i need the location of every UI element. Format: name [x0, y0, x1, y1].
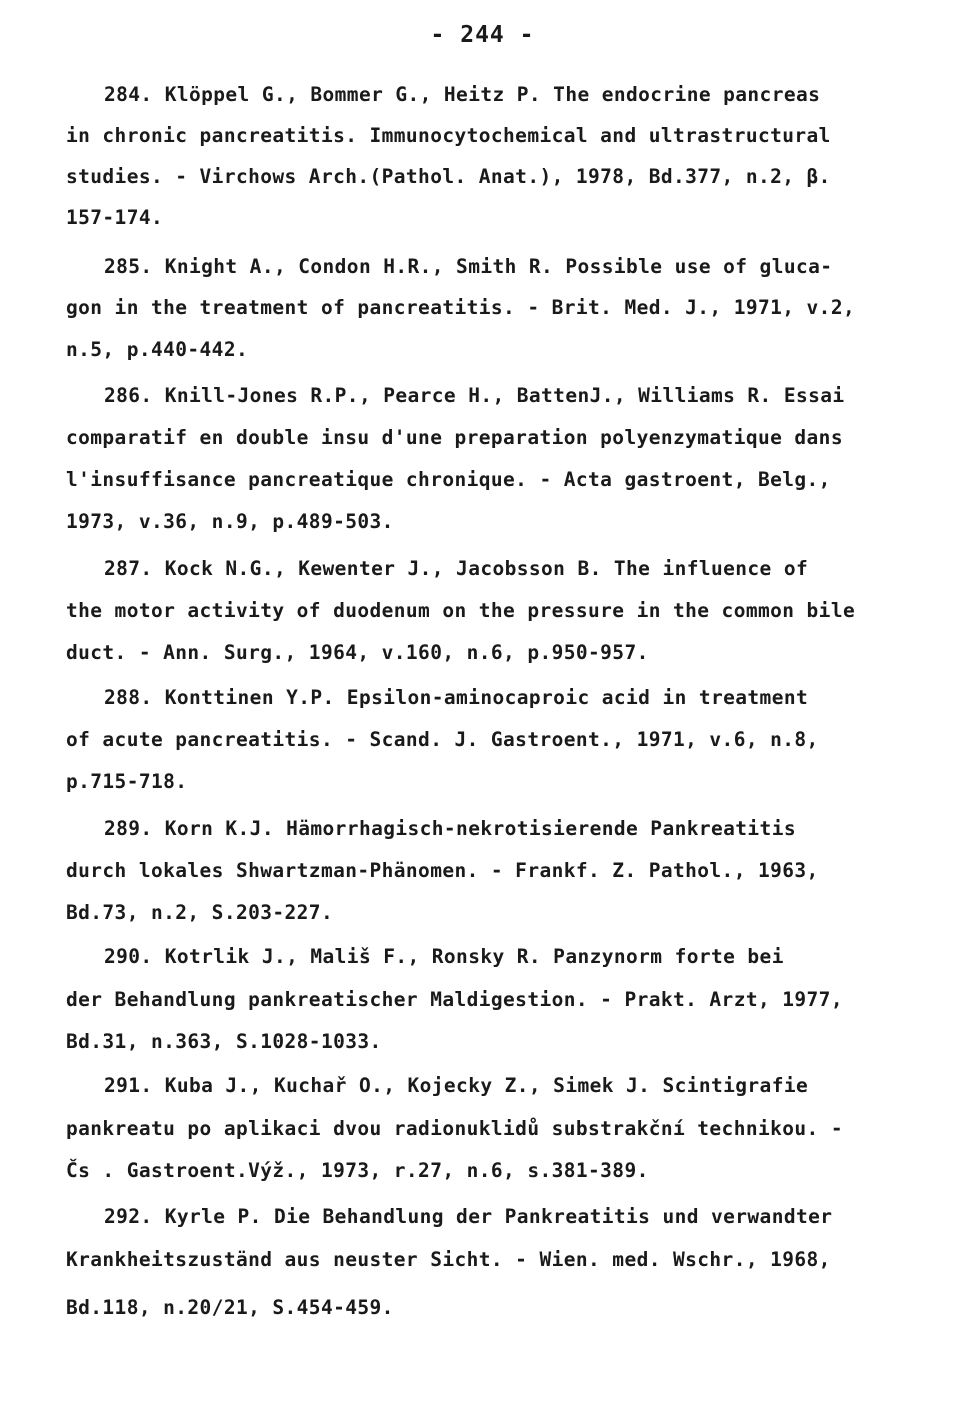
reference-290-line-1: 290. Kotrlik J., Mališ F., Ronsky R. Panzynorm forte bei [104, 945, 784, 968]
reference-289-line-3: Bd.73, n.2, S.203-227. [66, 901, 334, 924]
reference-292-line-1: 292. Kyrle P. Die Behandlung der Pankreatitis und verwandter [104, 1205, 833, 1228]
reference-289-line-1: 289. Korn K.J. Hämorrhagisch-nekrotisierende Pankreatitis [104, 817, 796, 840]
reference-286-line-1: 286. Knill-Jones R.P., Pearce H., BattenJ., Williams R. Essai [104, 384, 845, 407]
page-number: - 244 - [430, 22, 535, 48]
reference-287-line-2: the motor activity of duodenum on the pressure in the common bile [66, 599, 856, 622]
reference-288-line-3: p.715-718. [66, 770, 188, 793]
reference-286-line-3: l'insuffisance pancreatique chronique. - Acta gastroent, Belg., [66, 468, 831, 491]
reference-290-line-3: Bd.31, n.363, S.1028-1033. [66, 1030, 382, 1053]
reference-288-line-2: of acute pancreatitis. - Scand. J. Gastroent., 1971, v.6, n.8, [66, 728, 819, 751]
reference-285-line-2: gon in the treatment of pancreatitis. - Brit. Med. J., 1971, v.2, [66, 296, 856, 319]
reference-287-line-3: duct. - Ann. Surg., 1964, v.160, n.6, p.950-957. [66, 641, 649, 664]
reference-287-line-1: 287. Kock N.G., Kewenter J., Jacobsson B. The influence of [104, 557, 809, 580]
reference-292-line-2: Krankheitszuständ aus neuster Sicht. - Wien. med. Wschr., 1968, [66, 1248, 831, 1271]
reference-284-line-1: 284. Klöppel G., Bommer G., Heitz P. The endocrine pancreas [104, 83, 821, 106]
reference-290-line-2: der Behandlung pankreatischer Maldigestion. - Prakt. Arzt, 1977, [66, 988, 843, 1011]
reference-286-line-4: 1973, v.36, n.9, p.489-503. [66, 510, 394, 533]
reference-291-line-2: pankreatu po aplikaci dvou radionuklidů substrakční technikou. - [66, 1117, 843, 1140]
reference-284-line-2: in chronic pancreatitis. Immunocytochemical and ultrastructural [66, 124, 831, 147]
reference-292-line-3: Bd.118, n.20/21, S.454-459. [66, 1296, 394, 1319]
reference-291-line-1: 291. Kuba J., Kuchař O., Kojecky Z., Simek J. Scintigrafie [104, 1074, 809, 1097]
reference-284-line-4: 157-174. [66, 206, 164, 229]
reference-286-line-2: comparatif en double insu d'une preparation polyenzymatique dans [66, 426, 843, 449]
reference-291-line-3: Čs . Gastroent.Výž., 1973, r.27, n.6, s.381-389. [66, 1159, 649, 1182]
reference-284-line-3: studies. - Virchows Arch.(Pathol. Anat.), 1978, Bd.377, n.2, β. [66, 165, 831, 188]
reference-288-line-1: 288. Konttinen Y.P. Epsilon-aminocaproic acid in treatment [104, 686, 809, 709]
reference-285-line-1: 285. Knight A., Condon H.R., Smith R. Possible use of gluca- [104, 255, 833, 278]
reference-285-line-3: n.5, p.440-442. [66, 338, 249, 361]
reference-289-line-2: durch lokales Shwartzman-Phänomen. - Frankf. Z. Pathol., 1963, [66, 859, 819, 882]
